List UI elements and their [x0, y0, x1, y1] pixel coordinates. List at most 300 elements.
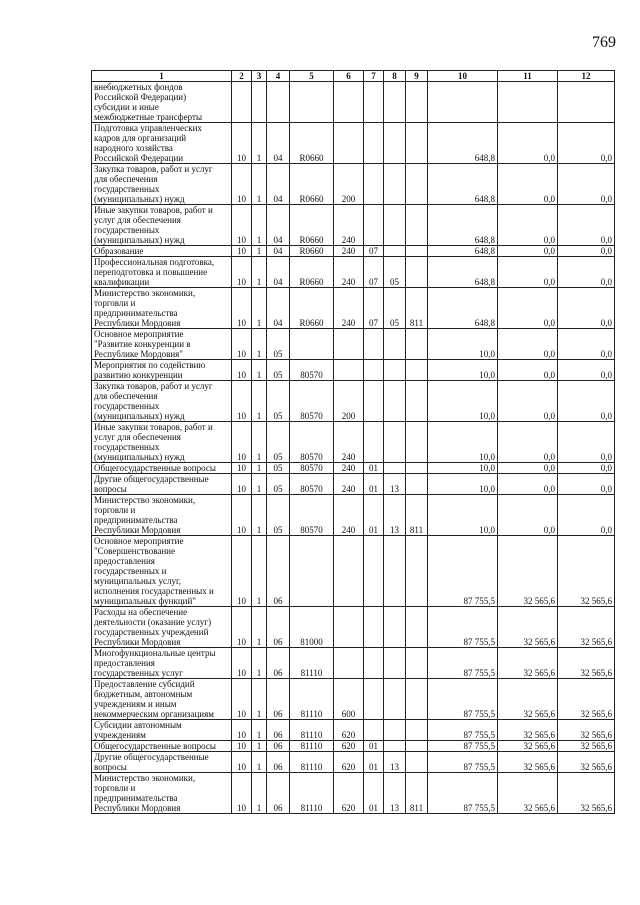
- amount-year-3: 32 565,6: [558, 741, 615, 752]
- amount-year-3: 0,0: [558, 123, 615, 164]
- chapter-code: 07: [364, 246, 384, 257]
- chapter-code: [364, 205, 384, 246]
- row-name: Иные закупки товаров, работ и услуг для обеспечения государственных (муниципальных) нужд: [92, 422, 232, 463]
- table-row: [92, 463, 615, 474]
- section-code: 10: [232, 741, 252, 752]
- section-code: 10: [232, 463, 252, 474]
- subsection-code: 1: [252, 741, 267, 752]
- subchapter-code: 05: [384, 257, 406, 288]
- amount-year-3: 0,0: [558, 495, 615, 536]
- ministry-code: [406, 164, 428, 205]
- chapter-code: [364, 164, 384, 205]
- section-code: 10: [232, 329, 252, 360]
- row-name: Субсидии автономным учреждениям: [92, 720, 232, 741]
- amount-year-1: [428, 82, 498, 123]
- program-code: [267, 82, 290, 123]
- amount-year-3: 32 565,6: [558, 679, 615, 720]
- ministry-code: [406, 679, 428, 720]
- expense-type-code: 620: [334, 720, 364, 741]
- expense-type-code: [334, 536, 364, 607]
- amount-year-2: 0,0: [498, 422, 558, 463]
- expense-type-code: 200: [334, 381, 364, 422]
- table-row: [92, 741, 615, 752]
- program-code: 06: [267, 741, 290, 752]
- chapter-code: 01: [364, 463, 384, 474]
- expense-type-code: [334, 82, 364, 123]
- amount-year-1: 10,0: [428, 422, 498, 463]
- amount-year-2: 0,0: [498, 329, 558, 360]
- expense-code: 81110: [290, 679, 334, 720]
- chapter-code: 01: [364, 752, 384, 773]
- amount-year-2: [498, 82, 558, 123]
- ministry-code: [406, 463, 428, 474]
- subsection-code: 1: [252, 536, 267, 607]
- amount-year-2: 0,0: [498, 205, 558, 246]
- table-row: [92, 495, 615, 536]
- program-code: 04: [267, 123, 290, 164]
- subchapter-code: [384, 741, 406, 752]
- chapter-code: 07: [364, 288, 384, 329]
- table-row: [92, 123, 615, 164]
- amount-year-3: 32 565,6: [558, 773, 615, 814]
- ministry-code: 811: [406, 495, 428, 536]
- row-name: Многофункциональные центры предоставления государственных услуг: [92, 648, 232, 679]
- table-row: [92, 164, 615, 205]
- column-header: 8: [384, 71, 406, 82]
- amount-year-2: 0,0: [498, 164, 558, 205]
- amount-year-3: 0,0: [558, 381, 615, 422]
- subsection-code: 1: [252, 257, 267, 288]
- ministry-code: [406, 422, 428, 463]
- chapter-code: [364, 648, 384, 679]
- amount-year-1: 648,8: [428, 205, 498, 246]
- subsection-code: 1: [252, 205, 267, 246]
- amount-year-3: [558, 82, 615, 123]
- subsection-code: 1: [252, 720, 267, 741]
- expense-code: 81110: [290, 720, 334, 741]
- chapter-code: 01: [364, 773, 384, 814]
- program-code: 05: [267, 495, 290, 536]
- subsection-code: 1: [252, 752, 267, 773]
- amount-year-3: 32 565,6: [558, 536, 615, 607]
- section-code: 10: [232, 474, 252, 495]
- section-code: 10: [232, 752, 252, 773]
- table-row: [92, 381, 615, 422]
- table-row: [92, 720, 615, 741]
- amount-year-1: 10,0: [428, 474, 498, 495]
- row-name: Образование: [92, 246, 232, 257]
- subsection-code: 1: [252, 246, 267, 257]
- section-code: 10: [232, 246, 252, 257]
- table-row: [92, 752, 615, 773]
- ministry-code: [406, 360, 428, 381]
- section-code: 10: [232, 123, 252, 164]
- row-name: Министерство экономики, торговли и предпринимательства Республики Мордовия: [92, 495, 232, 536]
- subchapter-code: 05: [384, 288, 406, 329]
- subchapter-code: [384, 607, 406, 648]
- subsection-code: 1: [252, 288, 267, 329]
- ministry-code: [406, 741, 428, 752]
- expense-type-code: 240: [334, 288, 364, 329]
- amount-year-1: 87 755,5: [428, 607, 498, 648]
- row-name: Профессиональная подготовка, переподготовка и повышение квалификации: [92, 257, 232, 288]
- expense-type-code: 600: [334, 679, 364, 720]
- section-code: 10: [232, 257, 252, 288]
- row-name: Министерство экономики, торговли и предпринимательства Республики Мордовия: [92, 773, 232, 814]
- amount-year-1: 10,0: [428, 381, 498, 422]
- subchapter-code: [384, 463, 406, 474]
- table-row: [92, 474, 615, 495]
- subchapter-code: 13: [384, 474, 406, 495]
- expense-type-code: 240: [334, 205, 364, 246]
- program-code: 06: [267, 773, 290, 814]
- section-code: 10: [232, 360, 252, 381]
- expense-code: 81110: [290, 773, 334, 814]
- program-code: 06: [267, 536, 290, 607]
- amount-year-1: 87 755,5: [428, 679, 498, 720]
- ministry-code: 811: [406, 288, 428, 329]
- expense-code: 81000: [290, 607, 334, 648]
- chapter-code: 01: [364, 495, 384, 536]
- expense-type-code: [334, 123, 364, 164]
- amount-year-3: 32 565,6: [558, 752, 615, 773]
- chapter-code: [364, 422, 384, 463]
- expense-code: 81110: [290, 648, 334, 679]
- subchapter-code: [384, 329, 406, 360]
- expense-code: R0660: [290, 123, 334, 164]
- amount-year-2: 0,0: [498, 474, 558, 495]
- amount-year-2: 32 565,6: [498, 536, 558, 607]
- program-code: 05: [267, 329, 290, 360]
- amount-year-2: 32 565,6: [498, 773, 558, 814]
- column-header: 10: [428, 71, 498, 82]
- section-code: 10: [232, 679, 252, 720]
- subchapter-code: [384, 720, 406, 741]
- amount-year-3: 0,0: [558, 205, 615, 246]
- table-row: [92, 205, 615, 246]
- section-code: 10: [232, 607, 252, 648]
- expense-type-code: 240: [334, 422, 364, 463]
- expense-code: R0660: [290, 288, 334, 329]
- expense-type-code: 240: [334, 463, 364, 474]
- amount-year-2: 32 565,6: [498, 679, 558, 720]
- row-name: Предоставление субсидий бюджетным, автономным учреждениям и иным некоммерческим организациям: [92, 679, 232, 720]
- section-code: 10: [232, 495, 252, 536]
- expense-type-code: [334, 648, 364, 679]
- program-code: 06: [267, 648, 290, 679]
- subsection-code: 1: [252, 463, 267, 474]
- expense-type-code: 240: [334, 246, 364, 257]
- amount-year-3: 0,0: [558, 463, 615, 474]
- section-code: 10: [232, 773, 252, 814]
- expense-code: [290, 536, 334, 607]
- row-name: Основное мероприятие "Развитие конкуренции в Республике Мордовия": [92, 329, 232, 360]
- subchapter-code: [384, 422, 406, 463]
- row-name: Общегосударственные вопросы: [92, 463, 232, 474]
- program-code: 04: [267, 246, 290, 257]
- column-header: 6: [334, 71, 364, 82]
- amount-year-1: 648,8: [428, 246, 498, 257]
- row-name: Иные закупки товаров, работ и услуг для обеспечения государственных (муниципальных) нужд: [92, 205, 232, 246]
- ministry-code: [406, 246, 428, 257]
- subchapter-code: [384, 82, 406, 123]
- row-name: внебюджетных фондов Российской Федерации) субсидии и иные межбюджетные трансферты: [92, 82, 232, 123]
- budget-table: [91, 70, 615, 814]
- ministry-code: [406, 648, 428, 679]
- ministry-code: [406, 752, 428, 773]
- program-code: 06: [267, 720, 290, 741]
- table-row: [92, 536, 615, 607]
- column-header: 12: [558, 71, 615, 82]
- expense-code: [290, 82, 334, 123]
- amount-year-3: 0,0: [558, 329, 615, 360]
- ministry-code: [406, 720, 428, 741]
- ministry-code: [406, 607, 428, 648]
- amount-year-1: 648,8: [428, 257, 498, 288]
- ministry-code: [406, 381, 428, 422]
- table-row: [92, 607, 615, 648]
- chapter-code: [364, 679, 384, 720]
- ministry-code: [406, 329, 428, 360]
- subchapter-code: [384, 648, 406, 679]
- amount-year-3: 0,0: [558, 164, 615, 205]
- chapter-code: [364, 536, 384, 607]
- amount-year-1: 648,8: [428, 123, 498, 164]
- expense-type-code: 240: [334, 495, 364, 536]
- subchapter-code: [384, 205, 406, 246]
- amount-year-3: 0,0: [558, 422, 615, 463]
- subchapter-code: [384, 360, 406, 381]
- chapter-code: [364, 381, 384, 422]
- expense-code: 80570: [290, 474, 334, 495]
- amount-year-2: 32 565,6: [498, 720, 558, 741]
- program-code: 05: [267, 422, 290, 463]
- expense-type-code: 240: [334, 257, 364, 288]
- subchapter-code: 13: [384, 752, 406, 773]
- program-code: 05: [267, 463, 290, 474]
- amount-year-1: 87 755,5: [428, 536, 498, 607]
- chapter-code: 01: [364, 741, 384, 752]
- expense-type-code: 620: [334, 741, 364, 752]
- expense-code: 80570: [290, 495, 334, 536]
- expense-code: R0660: [290, 205, 334, 246]
- amount-year-1: 87 755,5: [428, 720, 498, 741]
- chapter-code: [364, 360, 384, 381]
- amount-year-2: 0,0: [498, 360, 558, 381]
- section-code: [232, 82, 252, 123]
- subsection-code: 1: [252, 773, 267, 814]
- subsection-code: 1: [252, 360, 267, 381]
- table-row: [92, 82, 615, 123]
- section-code: 10: [232, 648, 252, 679]
- ministry-code: [406, 474, 428, 495]
- amount-year-3: 0,0: [558, 257, 615, 288]
- section-code: 10: [232, 422, 252, 463]
- expense-type-code: [334, 607, 364, 648]
- amount-year-2: 0,0: [498, 381, 558, 422]
- header-row: [92, 71, 615, 82]
- table-row: [92, 773, 615, 814]
- subchapter-code: [384, 246, 406, 257]
- expense-code: 80570: [290, 463, 334, 474]
- table-row: [92, 288, 615, 329]
- amount-year-1: 10,0: [428, 360, 498, 381]
- subsection-code: 1: [252, 474, 267, 495]
- column-header: 1: [92, 71, 232, 82]
- amount-year-2: 32 565,6: [498, 607, 558, 648]
- expense-code: 81110: [290, 752, 334, 773]
- table-row: [92, 422, 615, 463]
- chapter-code: 07: [364, 257, 384, 288]
- section-code: 10: [232, 536, 252, 607]
- amount-year-1: 10,0: [428, 495, 498, 536]
- ministry-code: [406, 205, 428, 246]
- amount-year-3: 0,0: [558, 360, 615, 381]
- program-code: 04: [267, 205, 290, 246]
- section-code: 10: [232, 288, 252, 329]
- expense-type-code: 620: [334, 773, 364, 814]
- expense-code: R0660: [290, 246, 334, 257]
- expense-code: 80570: [290, 360, 334, 381]
- program-code: 04: [267, 164, 290, 205]
- subchapter-code: [384, 536, 406, 607]
- section-code: 10: [232, 205, 252, 246]
- subchapter-code: [384, 123, 406, 164]
- amount-year-1: 10,0: [428, 463, 498, 474]
- expense-code: 80570: [290, 422, 334, 463]
- amount-year-1: 648,8: [428, 288, 498, 329]
- amount-year-3: 0,0: [558, 246, 615, 257]
- amount-year-1: 87 755,5: [428, 741, 498, 752]
- row-name: Расходы на обеспечение деятельности (оказание услуг) государственных учреждений Республики Мордовия: [92, 607, 232, 648]
- ministry-code: [406, 123, 428, 164]
- amount-year-1: 10,0: [428, 329, 498, 360]
- chapter-code: [364, 82, 384, 123]
- ministry-code: 811: [406, 773, 428, 814]
- amount-year-3: 0,0: [558, 288, 615, 329]
- row-name: Основное мероприятие "Совершенствование предоставления государственных и муниципальных услуг, исполнения государственных и муниципальных функций": [92, 536, 232, 607]
- row-name: Закупка товаров, работ и услуг для обеспечения государственных (муниципальных) нужд: [92, 381, 232, 422]
- ministry-code: [406, 82, 428, 123]
- subsection-code: 1: [252, 381, 267, 422]
- table-row: [92, 246, 615, 257]
- amount-year-2: 0,0: [498, 257, 558, 288]
- column-header: 3: [252, 71, 267, 82]
- amount-year-1: 87 755,5: [428, 773, 498, 814]
- chapter-code: 01: [364, 474, 384, 495]
- subchapter-code: [384, 679, 406, 720]
- subsection-code: 1: [252, 679, 267, 720]
- chapter-code: [364, 720, 384, 741]
- expense-type-code: [334, 329, 364, 360]
- row-name: Другие общегосударственные вопросы: [92, 752, 232, 773]
- amount-year-2: 0,0: [498, 246, 558, 257]
- program-code: 06: [267, 752, 290, 773]
- row-name: Министерство экономики, торговли и предпринимательства Республики Мордовия: [92, 288, 232, 329]
- amount-year-2: 0,0: [498, 288, 558, 329]
- amount-year-3: 32 565,6: [558, 648, 615, 679]
- table-row: [92, 648, 615, 679]
- column-header: 2: [232, 71, 252, 82]
- subchapter-code: 13: [384, 773, 406, 814]
- expense-code: R0660: [290, 164, 334, 205]
- section-code: 10: [232, 720, 252, 741]
- row-name: Другие общегосударственные вопросы: [92, 474, 232, 495]
- amount-year-1: 87 755,5: [428, 752, 498, 773]
- chapter-code: [364, 329, 384, 360]
- amount-year-2: 32 565,6: [498, 752, 558, 773]
- program-code: 06: [267, 679, 290, 720]
- row-name: Общегосударственные вопросы: [92, 741, 232, 752]
- subchapter-code: [384, 381, 406, 422]
- program-code: 05: [267, 360, 290, 381]
- row-name: Закупка товаров, работ и услуг для обеспечения государственных (муниципальных) нужд: [92, 164, 232, 205]
- subsection-code: 1: [252, 607, 267, 648]
- subchapter-code: [384, 164, 406, 205]
- column-header: 4: [267, 71, 290, 82]
- amount-year-3: 32 565,6: [558, 720, 615, 741]
- chapter-code: [364, 123, 384, 164]
- ministry-code: [406, 536, 428, 607]
- section-code: 10: [232, 164, 252, 205]
- amount-year-1: 87 755,5: [428, 648, 498, 679]
- expense-type-code: 620: [334, 752, 364, 773]
- expense-type-code: [334, 360, 364, 381]
- program-code: 05: [267, 474, 290, 495]
- column-header: 9: [406, 71, 428, 82]
- subsection-code: 1: [252, 164, 267, 205]
- row-name: Подготовка управленческих кадров для организаций народного хозяйства Российской Федерации: [92, 123, 232, 164]
- amount-year-1: 648,8: [428, 164, 498, 205]
- column-header: 5: [290, 71, 334, 82]
- amount-year-2: 0,0: [498, 123, 558, 164]
- page-number: 769: [592, 34, 616, 51]
- subsection-code: 1: [252, 422, 267, 463]
- section-code: 10: [232, 381, 252, 422]
- program-code: 06: [267, 607, 290, 648]
- program-code: 04: [267, 288, 290, 329]
- amount-year-3: 32 565,6: [558, 607, 615, 648]
- subsection-code: 1: [252, 329, 267, 360]
- amount-year-2: 32 565,6: [498, 648, 558, 679]
- subsection-code: 1: [252, 495, 267, 536]
- amount-year-2: 0,0: [498, 495, 558, 536]
- expense-code: 80570: [290, 381, 334, 422]
- table-row: [92, 329, 615, 360]
- subchapter-code: 13: [384, 495, 406, 536]
- program-code: 04: [267, 257, 290, 288]
- program-code: 05: [267, 381, 290, 422]
- subsection-code: 1: [252, 648, 267, 679]
- expense-type-code: 200: [334, 164, 364, 205]
- column-header: 11: [498, 71, 558, 82]
- table-row: [92, 257, 615, 288]
- table-row: [92, 679, 615, 720]
- amount-year-3: 0,0: [558, 474, 615, 495]
- table-row: [92, 360, 615, 381]
- row-name: Мероприятия по содействию развитию конкуренции: [92, 360, 232, 381]
- expense-code: [290, 329, 334, 360]
- subsection-code: 1: [252, 123, 267, 164]
- amount-year-2: 32 565,6: [498, 741, 558, 752]
- expense-type-code: 240: [334, 474, 364, 495]
- ministry-code: [406, 257, 428, 288]
- amount-year-2: 0,0: [498, 463, 558, 474]
- column-header: 7: [364, 71, 384, 82]
- expense-code: R0660: [290, 257, 334, 288]
- expense-code: 81110: [290, 741, 334, 752]
- subsection-code: [252, 82, 267, 123]
